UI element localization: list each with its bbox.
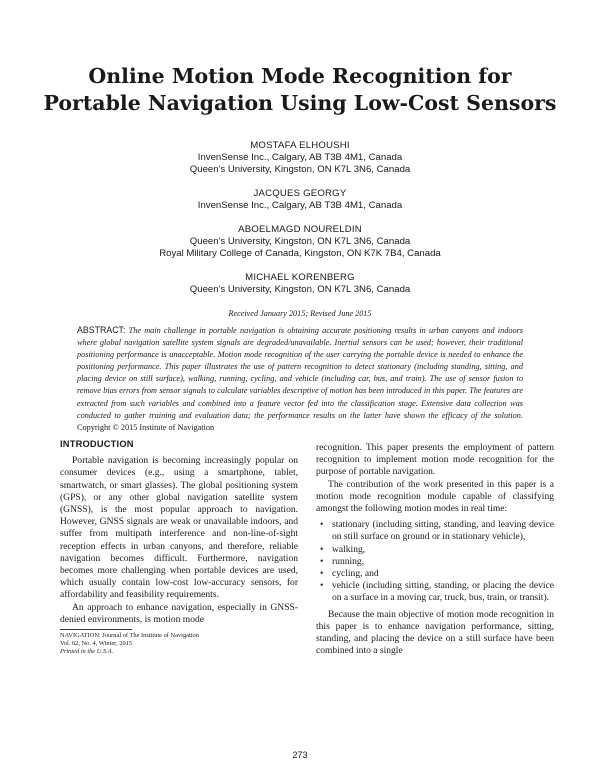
author-affiliation: InvenSense Inc., Calgary, AB T3B 4M1, Canada bbox=[197, 152, 403, 164]
motion-mode-list bbox=[316, 519, 554, 604]
page-number: 273 bbox=[292, 750, 308, 760]
author-list bbox=[60, 140, 540, 308]
author-block bbox=[60, 272, 540, 296]
list-item: • stationary (including sitting, standing, and leaving device on still surface on ground or in stationary vehicle), bbox=[320, 519, 554, 543]
author-affiliation: InvenSense Inc., Calgary, AB T3B 4M1, Canada bbox=[197, 200, 403, 212]
author-block bbox=[60, 140, 540, 177]
paper-title: Online Motion Mode Recognition for Portable Navigation Using Low-Cost Sensors bbox=[43, 64, 557, 115]
author-affiliation: Queen's University, Kingston, ON K7L 3N6, Canada bbox=[189, 164, 411, 176]
paragraph: Portable navigation is becoming increasingly popular on consumer devices (e.g., using a smartphone, tablet, smartwatch, or smart glasses). The global positioning system (GPS), or any other global navigation satellite system (GNSS), is the most popular approach to navigation. However, GNSS signals are weak or unavailable indoors, and suffer from multipath interference and non-line-of-sight reception effects in urban canyons, and therefore, reliable navigation becomes difficult. Furthermore, navigation becomes more challenging when portable devices are used, which usually contain low-cost low-accuracy sensors, for affordability and feasibility requirements. bbox=[60, 455, 298, 601]
footnote-printed: Printed in the U.S.A. bbox=[60, 648, 114, 656]
section-heading: INTRODUCTION bbox=[60, 439, 134, 449]
abstract-label: ABSTRACT: bbox=[77, 325, 126, 335]
author-name: ABOELMAGD NOURELDIN bbox=[238, 224, 362, 236]
paragraph: An approach to enhance navigation, especially in GNSS-denied environments, is motion mode bbox=[60, 601, 298, 625]
paragraph: Because the main objective of motion mode recognition in this paper is to enhance navigation performance, sitting, standing, and placing the device on a still surface have been combined into a single bbox=[316, 608, 554, 657]
bullet-icon: • bbox=[320, 519, 324, 531]
footnote-journal: NAVIGATION: Journal of The Institute of Navigation bbox=[60, 632, 199, 640]
author-name: JACQUES GEORGY bbox=[253, 188, 347, 200]
list-item: • walking, bbox=[320, 543, 366, 555]
right-column bbox=[316, 442, 554, 657]
author-affiliation: Royal Military College of Canada, Kingston, ON K7K 7B4, Canada bbox=[159, 248, 441, 260]
received-date: Received January 2015; Revised June 2015 bbox=[228, 309, 372, 318]
author-affiliation: Queen's University, Kingston, ON K7L 3N6, Canada bbox=[189, 284, 411, 296]
paragraph: The contribution of the work presented in this paper is a motion mode recognition module capable of classifying amongst the following motion modes in real time: bbox=[316, 478, 554, 515]
bullet-icon: • bbox=[320, 555, 324, 567]
abstract-text: The main challenge in portable navigation is obtaining accurate positioning results in urban canyons and indoors where global navigation satellite system signals are degraded/unavailable. Inertial sensors can be used; however, their traditional positioning performance is unacceptable. Motion mode recognition of the user carrying the portable device is needed to enhance the positioning performance. This paper illustrates the use of pattern recognition to detect stationary (including standing, sitting, and placing device on still surface), walking, running, cycling, and vehicle (including car, bus, and train). The use of sensor fusion to remove bias errors from sensor signals to calculate variables descriptive of motion has been introduced in this paper. The features are extracted from such variables and combined into a feature vector fed into the classification stage. Extensive data collection was conducted to gather training and evaluation data; the performance results on the latter have shown the efficacy of the solution. bbox=[77, 326, 523, 420]
list-item: • vehicle (including sitting, standing, or placing the device on a surface in a moving car, truck, bus, train, or transit). bbox=[320, 580, 554, 604]
footnote-divider bbox=[60, 629, 132, 630]
footnote-volume: Vol. 62, No. 4, Winter, 2015 bbox=[60, 640, 133, 648]
list-item: • running, bbox=[320, 555, 365, 567]
paragraph: recognition. This paper presents the employment of pattern recognition to implement motion mode recognition for the purpose of portable navigation. bbox=[316, 442, 554, 478]
author-block bbox=[60, 224, 540, 261]
copyright-notice: Copyright © 2015 Institute of Navigation bbox=[77, 422, 215, 432]
author-name: MICHAEL KORENBERG bbox=[245, 272, 355, 284]
author-block bbox=[60, 188, 540, 212]
bullet-icon: • bbox=[320, 568, 324, 580]
bullet-icon: • bbox=[320, 543, 324, 555]
bullet-icon: • bbox=[320, 580, 324, 592]
author-affiliation: Queen's University, Kingston, ON K7L 3N6, Canada bbox=[189, 236, 411, 248]
list-item: • cycling, and bbox=[320, 568, 379, 580]
author-name: MOSTAFA ELHOUSHI bbox=[250, 140, 350, 151]
abstract bbox=[77, 324, 523, 434]
left-column bbox=[60, 438, 298, 657]
